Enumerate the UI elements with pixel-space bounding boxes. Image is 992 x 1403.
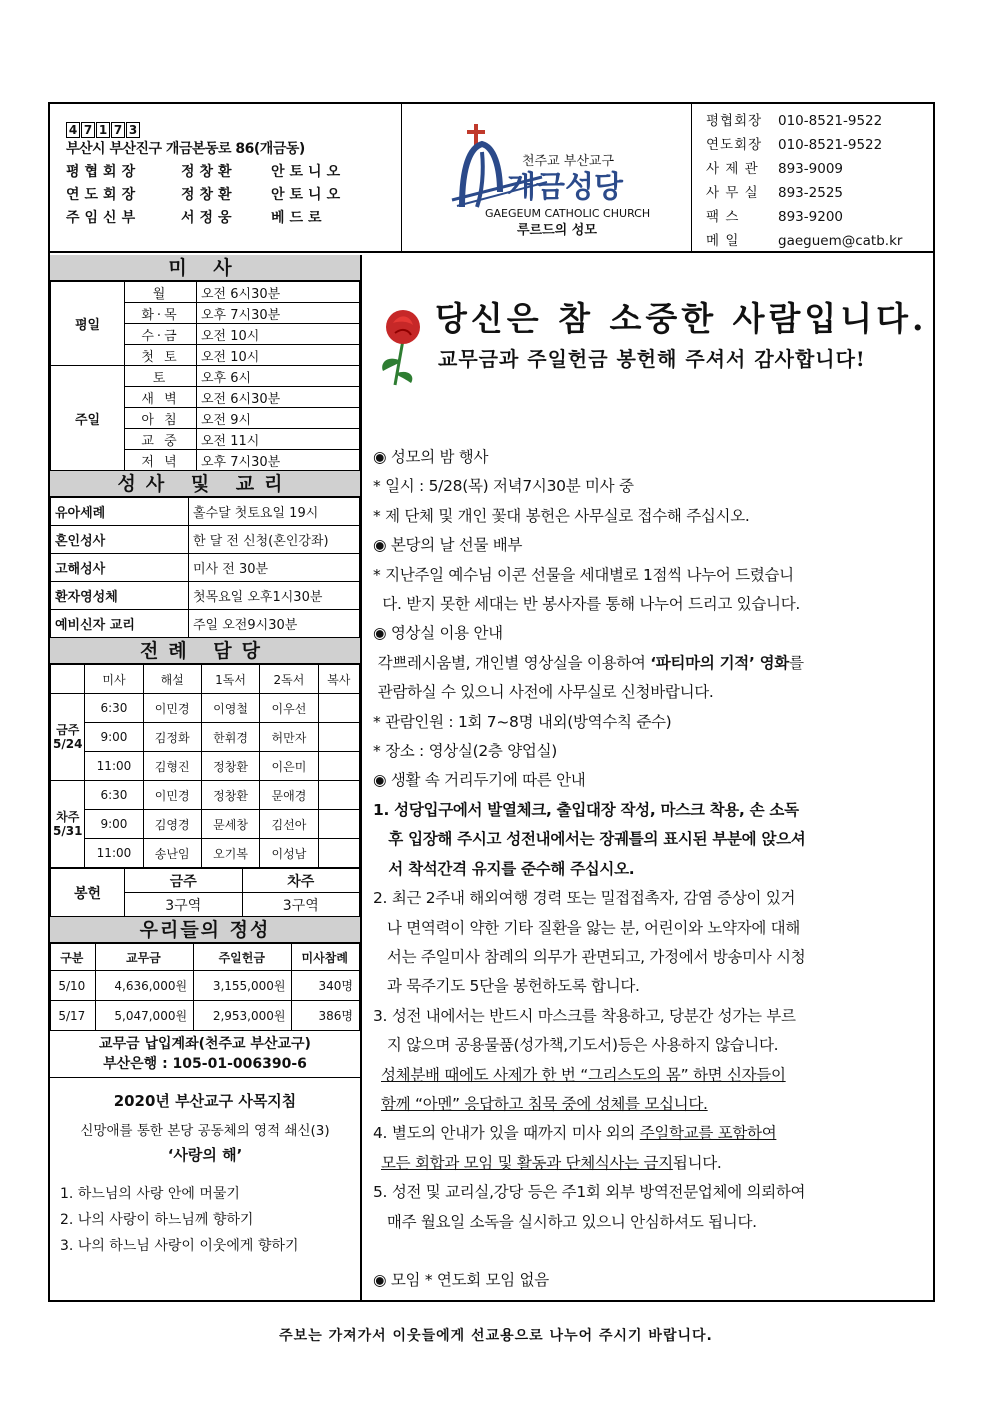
account-number: 부산은행 : 105-01-006390-6 [103,1056,307,1072]
sacrament-name: 예비신자 교리 [51,610,189,638]
cell: 허만자 [260,723,318,752]
mass-day: 아 침 [125,408,197,429]
sacrament-name: 환자영성체 [51,582,189,610]
sacrament-name: 유아세례 [51,498,189,526]
cell: 340명 [292,971,360,1001]
officer-baptism: 베드로 [271,210,327,226]
week-label: 금주 5/24 [51,694,85,781]
postal-digit: 7 [111,122,125,138]
officer-role: 연도회장 [66,187,141,203]
contact-value: 893-9009 [778,161,843,177]
notice-line: 나 면역력이 약한 기타 질환을 앓는 분, 어린이와 노약자에 대해 [373,918,800,937]
notice-line: * 지난주일 예수님 이콘 선물을 세대별로 1점씩 나누어 드렸습니 [373,565,794,584]
contact-label: 팩 스 [706,209,740,225]
contact-value: gaeguem@catb.kr [778,233,903,249]
cell: 오기복 [201,839,259,868]
logo-diocese: 천주교 부산교구 [522,154,615,169]
underlined-text: 모든 회합과 모임 및 활동과 단체식사는 금지 [381,1153,673,1172]
cell: 386명 [292,1001,360,1031]
account-info [50,1031,360,1078]
sacrament-name: 고해성사 [51,554,189,582]
notice-line: * 제 단체 및 개인 꽃대 봉헌은 사무실로 접수해 주십시오. [373,506,750,525]
contact-label: 사 무 실 [706,185,759,201]
postal-digit: 1 [96,122,110,138]
contact-row [706,181,933,205]
notice-line: 3. 성전 내에서는 반드시 마스크를 착용하고, 당분간 성가는 부르 [373,1006,796,1025]
sacrament-time: 주일 오전9시30분 [189,610,360,638]
cell: 문애경 [260,781,318,810]
notice-heading: ◉ 생활 속 거리두기에 따른 안내 [373,771,586,790]
postal-digit: 7 [81,122,95,138]
notice-line [373,1149,928,1178]
banner-title: 당신은 참 소중한 사람입니다. [435,299,928,338]
notice-line [373,1061,928,1090]
officer-row [66,161,401,184]
officer-role: 평협회장 [66,164,141,180]
postal-digit: 4 [66,122,80,138]
text: 각쁘레시움별, 개인별 영상실을 이용하여 [373,653,651,672]
mass-day: 첫 토 [125,345,197,366]
col-header: 미사 [85,665,143,694]
sunday-label: 주일 [51,366,125,471]
cell: 김선아 [260,810,318,839]
mass-title: 미 사 [50,255,360,281]
finance-title: 우리들의 정성 [50,917,360,943]
cell: 송난임 [143,839,201,868]
notice-line: 다. 받지 못한 세대는 반 봉사자를 통해 나누어 드리고 있습니다. [373,595,800,614]
banner-subtitle: 교무금과 주일헌금 봉헌해 주셔서 감사합니다! [438,347,866,371]
col-header: 1독서 [201,665,259,694]
next-week-label: 차주 [242,869,360,893]
guide-item: 1. 하느님의 사랑 안에 머물기 [60,1186,240,1202]
mass-time: 오후 6시 [197,366,360,387]
pastoral-guide [50,1078,360,1271]
notice-line: 서 착석간격 유지를 준수해 주십시오. [373,859,635,878]
sacraments-title: 성사 및 교리 [50,471,360,497]
postal-digit: 3 [126,122,140,138]
notice-line: * 관람인원 : 1회 7~8명 내외(방역수칙 준수) [373,712,672,731]
officer-name: 정창환 [181,164,237,180]
guide-theme: ‘사랑의 해’ [167,1146,243,1164]
contact-row [706,229,933,253]
cell: 이은미 [260,752,318,781]
guide-item: 3. 나의 하느님 사랑이 이웃에게 향하기 [60,1238,299,1254]
notice-line: 5. 성전 및 교리실,강당 등은 주1회 외부 방역전문업체에 의뢰하여 [373,1183,806,1202]
contact-value: 010-8521-9522 [778,113,883,129]
footer-note: 주보는 가져가서 이웃들에게 선교용으로 나누어 주시기 바랍니다. [279,1328,713,1344]
officer-name: 서정웅 [181,210,237,226]
cell: 5/10 [51,971,96,1001]
officer-name: 정창환 [181,187,237,203]
text: 를 [788,653,804,672]
left-column [50,255,362,1302]
week-label: 차주 5/31 [51,781,85,868]
logo-area [402,104,692,251]
parish-info [50,104,402,251]
mass-time: 오전 6시30분 [197,387,360,408]
sacrament-time: 첫목요일 오후1시30분 [189,582,360,610]
col-header: 구분 [51,944,96,971]
contact-value: 893-2525 [778,185,843,201]
cell: 4,636,000원 [95,971,193,1001]
contact-value: 893-9200 [778,209,843,225]
notices [373,443,928,1295]
mass-time: 오전 6시30분 [197,282,360,303]
notice-line [373,1119,928,1148]
col-header: 해설 [143,665,201,694]
account-title: 교무금 납입계좌(천주교 부산교구) [99,1036,311,1052]
sacraments-table [50,497,360,638]
underlined-text: 성체분배 때에도 사제가 한 번 “그리스도의 몸” 하면 신자들이 [381,1065,786,1084]
contact-label: 메 일 [706,233,740,249]
mass-table [50,281,360,471]
notice-heading: ◉ 본당의 날 선물 배부 [373,536,523,555]
patron: 루르드의 성모 [517,223,597,238]
sacrament-time: 한 달 전 신청(혼인강좌) [189,526,360,554]
church-logo [422,122,672,222]
notice-line: 서는 주일미사 참례의 의무가 관면되고, 가정에서 방송미사 시청 [373,947,806,966]
mass-day: 교 중 [125,429,197,450]
cell: 9:00 [85,810,143,839]
weekday-label: 평일 [51,282,125,366]
header [50,104,933,253]
notice-line: * 장소 : 영상실(2층 양업실) [373,742,557,761]
guide-item: 2. 나의 사랑이 하느님께 향하기 [60,1212,254,1228]
movie-title: ‘파티마의 기적’ 영화 [650,653,789,672]
contact-label: 평협회장 [706,113,763,129]
logo-english: GAEGEUM CATHOLIC CHURCH [485,207,651,220]
notice-line: 관람하실 수 있으니 사전에 사무실로 신청바랍니다. [373,683,714,702]
officer-role: 주임신부 [66,210,141,226]
logo-name: 개금성당 [507,170,623,205]
mass-day: 저 녁 [125,450,197,471]
cell: 이민경 [143,694,201,723]
cell: 이우선 [260,694,318,723]
notice-line: 2. 최근 2주내 해외여행 경력 또는 밀접접촉자, 감염 증상이 있거 [373,889,796,908]
cell: 이민경 [143,781,201,810]
cell: 정창환 [201,752,259,781]
mass-time: 오후 7시30분 [197,303,360,324]
bulletin-frame [48,102,935,1302]
text: 4. 별도의 안내가 있을 때까지 미사 외의 [373,1124,640,1143]
mass-day: 월 [125,282,197,303]
offering-label: 봉헌 [51,869,125,917]
officer-baptism: 안토니오 [271,164,346,180]
cell [318,781,359,810]
offering-table [50,868,360,917]
cell: 9:00 [85,723,143,752]
notice-line: 매주 월요일 소독을 실시하고 있으니 안심하셔도 됩니다. [373,1212,757,1231]
contact-row [706,133,933,157]
notice-line: 1. 성당입구에서 발열체크, 출입대장 작성, 마스크 착용, 손 소독 [373,800,799,819]
this-week-zone: 3구역 [125,893,243,917]
cell: 김정화 [143,723,201,752]
postal-code [66,122,401,138]
cell: 6:30 [85,694,143,723]
liturgy-title: 전례 담당 [50,638,360,664]
mass-day: 수·금 [125,324,197,345]
notice-line [373,649,928,678]
mass-time: 오전 9시 [197,408,360,429]
cell [318,839,359,868]
notice-line: 과 묵주기도 5단을 봉헌하도록 합니다. [373,977,640,996]
sacrament-name: 혼인성사 [51,526,189,554]
notice-line [373,1090,928,1119]
cell [318,752,359,781]
notice-line: 지 않으며 공용물품(성가책,기도서)등은 사용하지 않습니다. [373,1036,779,1055]
mass-time: 오전 10시 [197,324,360,345]
col-header: 교무금 [95,944,193,971]
guide-list [60,1181,350,1259]
cell: 김영경 [143,810,201,839]
officer-row [66,184,401,207]
contact-row [706,109,933,133]
col-header: 미사참례 [292,944,360,971]
cell: 11:00 [85,839,143,868]
cell: 정창환 [201,781,259,810]
cell [318,810,359,839]
cell: 6:30 [85,781,143,810]
mass-time: 오전 10시 [197,345,360,366]
address: 부산시 부산진구 개금본동로 86(개금동) [66,141,305,157]
cell: 이성남 [260,839,318,868]
sacrament-time: 홀수달 첫토요일 19시 [189,498,360,526]
contact-label: 연도회장 [706,137,763,153]
guide-subtitle: 신망애를 통한 본당 공동체의 영적 쇄신(3) [80,1123,330,1139]
liturgy-table [50,664,360,868]
mass-time: 오전 11시 [197,429,360,450]
officer-baptism: 안토니오 [271,187,346,203]
text: 됩니다. [672,1153,722,1172]
contact-label: 사 제 관 [706,161,759,177]
col-header: 주일헌금 [194,944,292,971]
blank-cell [51,665,85,694]
contacts [692,104,933,251]
this-week-label: 금주 [125,869,243,893]
contact-row [706,205,933,229]
notice-line: 후 입장해 주시고 성전내에서는 장궤틀의 표시된 부분에 앉으셔 [373,830,806,849]
cell: 5,047,000원 [95,1001,193,1031]
notice-heading: ◉ 영상실 이용 안내 [373,624,503,643]
col-header: 복사 [318,665,359,694]
guide-title: 2020년 부산교구 사목지침 [113,1092,297,1110]
cell: 문세창 [201,810,259,839]
cell [318,723,359,752]
mass-day: 화·목 [125,303,197,324]
cell [318,694,359,723]
cell: 11:00 [85,752,143,781]
mass-day: 새 벽 [125,387,197,408]
cell: 이영철 [201,694,259,723]
contact-row [706,157,933,181]
notice-heading: ◉ 모임 * 연도회 모임 없음 [373,1270,549,1289]
notice-line: * 일시 : 5/28(목) 저녁7시30분 미사 중 [373,477,634,496]
mass-time: 오후 7시30분 [197,450,360,471]
next-week-zone: 3구역 [242,893,360,917]
officer-row [66,207,401,230]
underlined-text: 함께 “아멘” 응답하고 침묵 중에 성체를 모십니다. [381,1094,708,1113]
finance-table [50,943,360,1031]
cell: 3,155,000원 [194,971,292,1001]
rose-icon [375,305,430,390]
right-column [363,255,933,1302]
sacrament-time: 미사 전 30분 [189,554,360,582]
contact-value: 010-8521-9522 [778,137,883,153]
cell: 5/17 [51,1001,96,1031]
underlined-text: 주일학교를 포함하여 [639,1124,777,1143]
cell: 김형진 [143,752,201,781]
cell: 한휘경 [201,723,259,752]
cell: 2,953,000원 [194,1001,292,1031]
notice-heading: ◉ 성모의 밤 행사 [373,448,489,466]
col-header: 2독서 [260,665,318,694]
mass-day: 토 [125,366,197,387]
